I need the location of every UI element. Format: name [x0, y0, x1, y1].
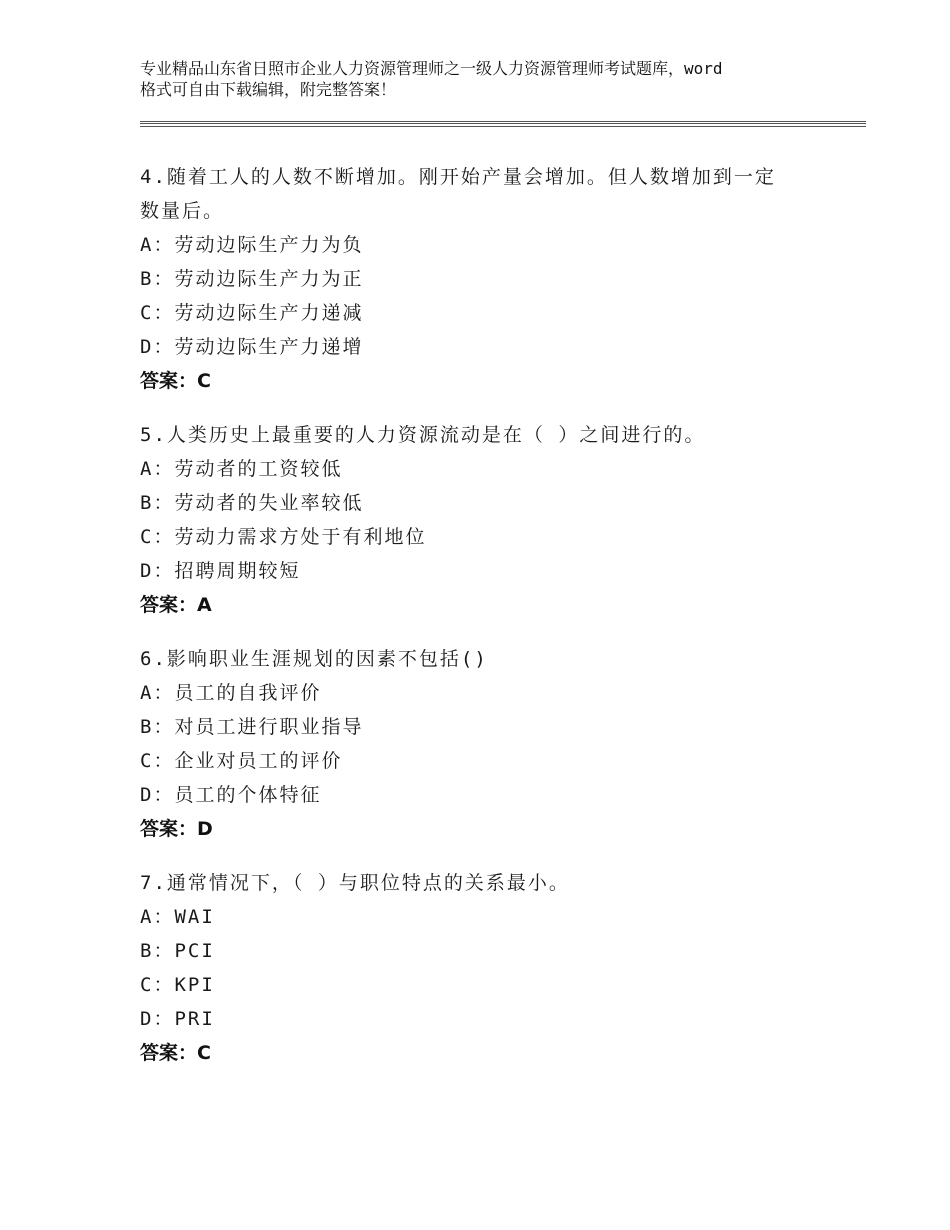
question-list [140, 160, 840, 1090]
option-c: C：劳动力需求方处于有利地位 [140, 526, 427, 548]
option-c: C：劳动边际生产力递减 [140, 302, 364, 324]
option-b: B：对员工进行职业指导 [140, 716, 364, 738]
header-line-1: 专业精品山东省日照市企业人力资源管理师之一级人力资源管理师考试题库，word [140, 59, 723, 78]
question-5 [140, 418, 840, 622]
question-stem: 5.人类历史上最重要的人力资源流动是在（ ）之间进行的。 [140, 424, 706, 446]
option-c: C：企业对员工的评价 [140, 750, 343, 772]
option-d: D：员工的个体特征 [140, 784, 322, 806]
header-divider [140, 121, 866, 127]
answer: 答案：A [140, 594, 212, 616]
question-4 [140, 160, 840, 398]
question-6 [140, 642, 840, 846]
option-d: D：劳动边际生产力递增 [140, 336, 364, 358]
question-stem: 4.随着工人的人数不断增加。刚开始产量会增加。但人数增加到一定 [140, 166, 776, 188]
option-a: A：员工的自我评价 [140, 682, 322, 704]
option-a: A：劳动边际生产力为负 [140, 234, 364, 256]
document-header [140, 58, 840, 100]
question-stem: 7.通常情况下，（ ）与职位特点的关系最小。 [140, 872, 570, 894]
option-a: A：WAI [140, 906, 215, 928]
option-b: B：劳动边际生产力为正 [140, 268, 364, 290]
answer: 答案：D [140, 818, 213, 840]
question-7 [140, 866, 840, 1070]
answer: 答案：C [140, 1042, 211, 1064]
header-line-2: 格式可自由下载编辑，附完整答案！ [140, 80, 397, 99]
option-d: D：招聘周期较短 [140, 560, 301, 582]
answer: 答案：C [140, 370, 211, 392]
option-a: A：劳动者的工资较低 [140, 458, 343, 480]
option-d: D：PRI [140, 1008, 215, 1030]
question-stem: 6.影响职业生涯规划的因素不包括() [140, 648, 488, 670]
option-c: C：KPI [140, 974, 215, 996]
question-stem-continued: 数量后。 [140, 200, 225, 222]
option-b: B：劳动者的失业率较低 [140, 492, 364, 514]
option-b: B：PCI [140, 940, 215, 962]
